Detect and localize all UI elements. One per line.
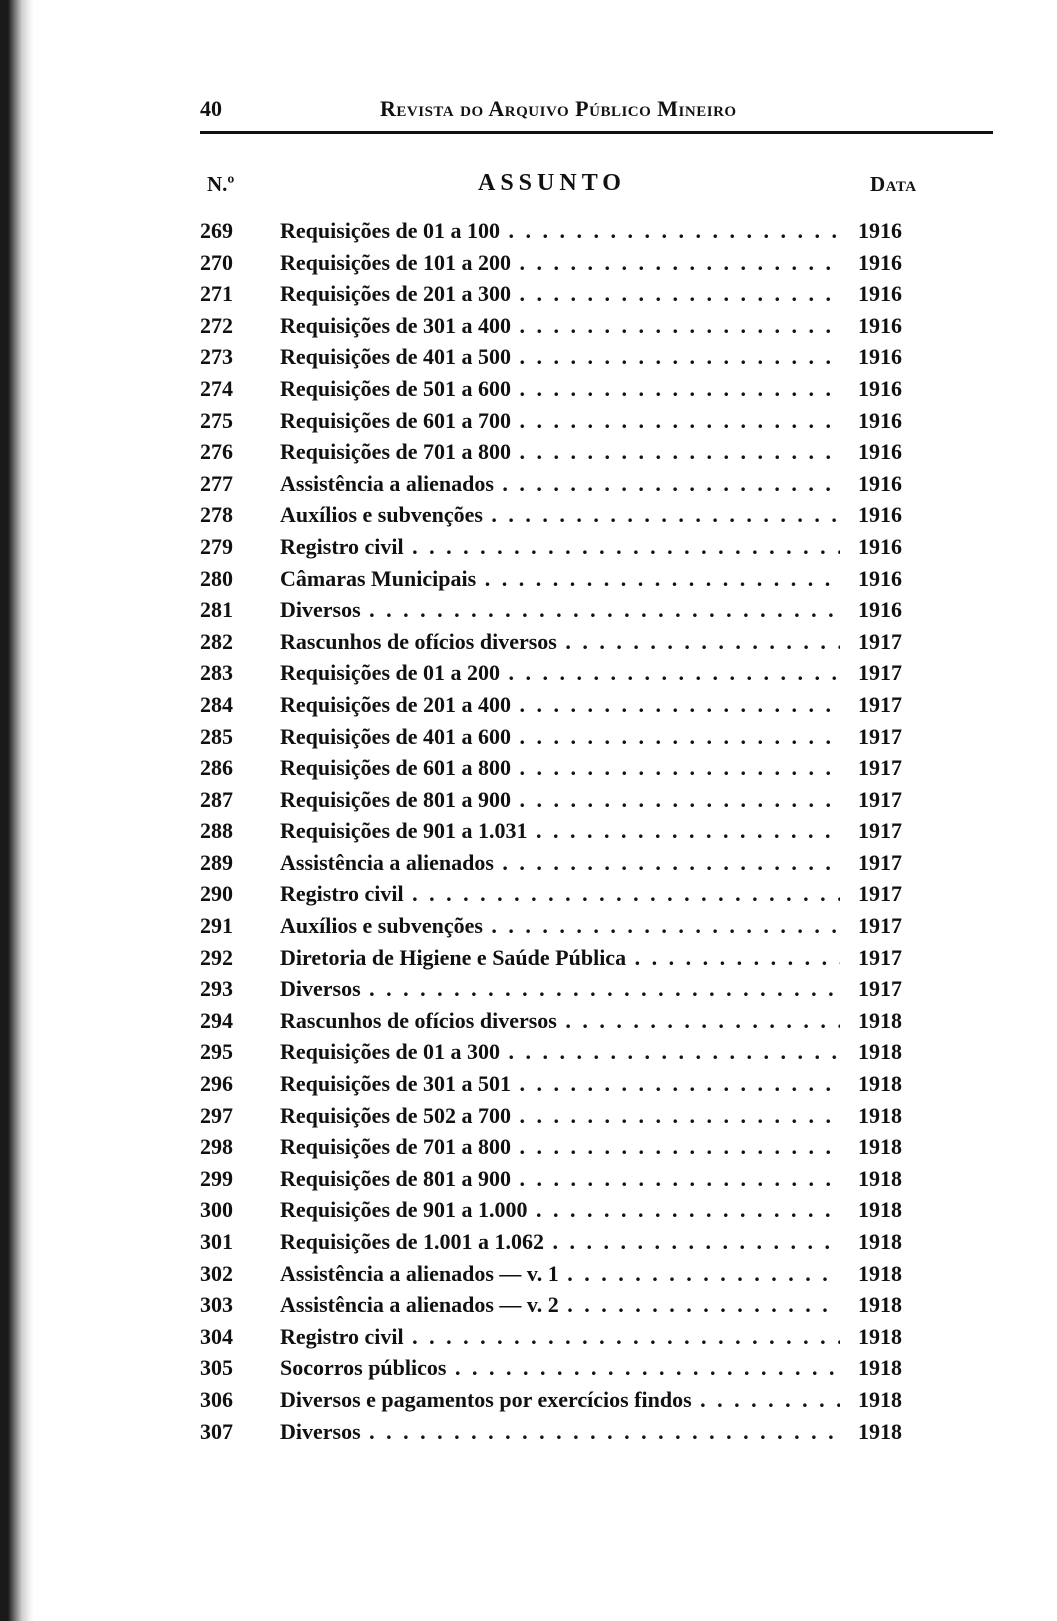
row-subject: Requisições de 502 a 700 . . . — [280, 1100, 840, 1132]
row-subject: Auxílios e subvenções . . . — [280, 910, 840, 942]
row-year: 1917 — [858, 723, 902, 749]
table-row — [200, 910, 940, 942]
row-subject: Assistência a alienados . . . — [280, 468, 840, 500]
row-number: 271 — [200, 281, 233, 307]
table-row — [200, 1416, 940, 1448]
row-subject: Requisições de 701 a 800 . . . — [280, 1131, 840, 1163]
row-subject: Requisições de 301 a 400 . . . — [280, 310, 840, 342]
row-year: 1916 — [858, 281, 902, 307]
row-year: 1916 — [858, 565, 902, 591]
row-number: 299 — [200, 1165, 233, 1191]
row-subject: Diversos . . . — [280, 594, 840, 626]
row-number: 306 — [200, 1386, 233, 1412]
row-year: 1917 — [858, 691, 902, 717]
page-number: 40 — [200, 96, 222, 121]
table-row — [200, 1321, 940, 1353]
table-row — [200, 1131, 940, 1163]
table-row — [200, 626, 940, 658]
row-number: 281 — [200, 597, 233, 623]
index-table — [200, 215, 940, 1447]
row-number: 278 — [200, 502, 233, 528]
row-subject: Assistência a alienados — v. 2 . . . — [280, 1289, 840, 1321]
row-subject: Requisições de 01 a 300 . . . — [280, 1036, 840, 1068]
row-year: 1918 — [858, 1323, 902, 1349]
row-subject: Requisições de 201 a 400 . . . — [280, 689, 840, 721]
column-header-number: N.º — [207, 172, 235, 196]
table-row — [200, 1163, 940, 1195]
row-subject: Rascunhos de ofícios diversos . . . — [280, 626, 840, 658]
page-binding-edge — [0, 0, 34, 1621]
row-number: 303 — [200, 1292, 233, 1318]
row-number: 283 — [200, 660, 233, 686]
row-subject: Requisições de 401 a 500 . . . — [280, 341, 840, 373]
table-row — [200, 1258, 940, 1290]
table-row — [200, 468, 940, 500]
row-subject: Registro civil . . . — [280, 878, 840, 910]
table-row — [200, 1289, 940, 1321]
row-year: 1917 — [858, 660, 902, 686]
row-subject: Câmaras Municipais . . . — [280, 563, 840, 595]
row-year: 1918 — [858, 1229, 902, 1254]
row-subject: Assistência a alienados — v. 1 . . . — [280, 1258, 840, 1290]
row-subject: Assistência a alienados . . . — [280, 847, 840, 879]
row-year: 1917 — [858, 881, 902, 907]
row-number: 287 — [200, 786, 233, 812]
table-row — [200, 278, 940, 310]
table-row — [200, 1384, 940, 1416]
row-number: 280 — [200, 565, 233, 591]
row-year: 1918 — [858, 1386, 902, 1412]
row-year: 1916 — [858, 407, 902, 433]
row-number: 297 — [200, 1102, 233, 1128]
table-row — [200, 1352, 940, 1384]
table-row — [200, 1226, 940, 1258]
table-row — [200, 405, 940, 437]
row-number: 298 — [200, 1134, 233, 1160]
row-year: 1916 — [858, 470, 902, 496]
row-number: 305 — [200, 1355, 233, 1381]
table-row — [200, 1194, 940, 1226]
header-rule — [200, 131, 993, 134]
row-number: 272 — [200, 312, 233, 338]
row-number: 296 — [200, 1071, 233, 1097]
row-subject: Requisições de 901 a 1.031 . . . — [280, 815, 840, 847]
row-number: 302 — [200, 1260, 233, 1286]
table-row — [200, 1036, 940, 1068]
row-number: 279 — [200, 533, 233, 559]
row-subject: Auxílios e subvenções . . . — [280, 499, 840, 531]
row-number: 293 — [200, 976, 233, 1002]
row-number: 289 — [200, 849, 233, 875]
row-subject: Requisições de 401 a 600 . . . — [280, 721, 840, 753]
table-row — [200, 815, 940, 847]
row-year: 1916 — [858, 218, 902, 243]
row-year: 1916 — [858, 249, 902, 275]
row-number: 285 — [200, 723, 233, 749]
row-number: 291 — [200, 913, 233, 939]
running-title: Revista do Arquivo Público Mineiro — [380, 96, 737, 121]
row-year: 1916 — [858, 312, 902, 338]
table-row — [200, 247, 940, 279]
row-year: 1916 — [858, 375, 902, 401]
table-row — [200, 436, 940, 468]
row-number: 275 — [200, 407, 233, 433]
row-year: 1916 — [858, 533, 902, 559]
row-number: 286 — [200, 755, 233, 781]
table-row — [200, 657, 940, 689]
table-row — [200, 973, 940, 1005]
table-row — [200, 1005, 940, 1037]
row-subject: Diretoria de Higiene e Saúde Pública . . . — [280, 942, 840, 974]
row-number: 277 — [200, 470, 233, 496]
row-subject: Diversos e pagamentos por exercícios findos . . . — [280, 1384, 840, 1416]
row-number: 295 — [200, 1039, 233, 1065]
table-row — [200, 689, 940, 721]
row-year: 1916 — [858, 344, 902, 370]
row-subject: Requisições de 801 a 900 . . . — [280, 784, 840, 816]
row-year: 1918 — [858, 1007, 902, 1033]
row-year: 1916 — [858, 597, 902, 623]
row-number: 273 — [200, 344, 233, 370]
row-subject: Requisições de 301 a 501 . . . — [280, 1068, 840, 1100]
row-year: 1918 — [858, 1260, 902, 1286]
row-number: 294 — [200, 1007, 233, 1033]
row-subject: Requisições de 901 a 1.000 . . . — [280, 1194, 840, 1226]
table-row — [200, 215, 940, 247]
row-number: 276 — [200, 439, 233, 465]
table-row — [200, 784, 940, 816]
row-year: 1918 — [858, 1292, 902, 1318]
table-row — [200, 499, 940, 531]
row-subject: Socorros públicos . . . — [280, 1352, 840, 1384]
table-row — [200, 594, 940, 626]
row-year: 1917 — [858, 944, 902, 970]
row-year: 1917 — [858, 755, 902, 781]
table-row — [200, 1068, 940, 1100]
row-subject: Requisições de 01 a 200 . . . — [280, 657, 840, 689]
row-subject: Requisições de 701 a 800 . . . — [280, 436, 840, 468]
row-subject: Registro civil . . . — [280, 1321, 840, 1353]
table-row — [200, 752, 940, 784]
table-row — [200, 1100, 940, 1132]
row-number: 274 — [200, 375, 233, 401]
row-subject: Requisições de 201 a 300 . . . — [280, 278, 840, 310]
table-row — [200, 563, 940, 595]
row-year: 1918 — [858, 1134, 902, 1160]
row-number: 284 — [200, 691, 233, 717]
row-number: 282 — [200, 628, 233, 654]
column-header-date: Data — [870, 172, 917, 196]
row-number: 304 — [200, 1323, 233, 1349]
row-number: 307 — [200, 1418, 233, 1444]
row-subject: Requisições de 101 a 200 . . . — [280, 247, 840, 279]
row-year: 1918 — [858, 1071, 902, 1097]
row-subject: Diversos . . . — [280, 1416, 840, 1448]
row-number: 269 — [200, 218, 233, 243]
table-row — [200, 847, 940, 879]
row-year: 1917 — [858, 628, 902, 654]
row-subject: Registro civil . . . — [280, 531, 840, 563]
row-year: 1917 — [858, 849, 902, 875]
table-row — [200, 373, 940, 405]
row-year: 1918 — [858, 1418, 902, 1444]
row-year: 1917 — [858, 818, 902, 844]
table-row — [200, 878, 940, 910]
row-subject: Requisições de 601 a 800 . . . — [280, 752, 840, 784]
row-number: 300 — [200, 1197, 233, 1223]
table-row — [200, 942, 940, 974]
row-year: 1918 — [858, 1039, 902, 1065]
row-subject: Rascunhos de ofícios diversos . . . — [280, 1005, 840, 1037]
row-number: 292 — [200, 944, 233, 970]
table-row — [200, 341, 940, 373]
row-subject: Requisições de 601 a 700 . . . — [280, 405, 840, 437]
table-row — [200, 531, 940, 563]
row-year: 1917 — [858, 786, 902, 812]
column-header-subject: ASSUNTO — [478, 170, 626, 196]
row-year: 1917 — [858, 976, 902, 1002]
row-year: 1917 — [858, 913, 902, 939]
table-row — [200, 310, 940, 342]
row-year: 1918 — [858, 1165, 902, 1191]
row-number: 270 — [200, 249, 233, 275]
page-header — [200, 96, 993, 132]
row-year: 1918 — [858, 1355, 902, 1381]
row-number: 290 — [200, 881, 233, 907]
row-year: 1916 — [858, 439, 902, 465]
row-year: 1918 — [858, 1197, 902, 1223]
row-subject: Requisições de 1.001 a 1.062 . . . — [280, 1226, 840, 1258]
row-subject: Requisições de 801 a 900 . . . — [280, 1163, 840, 1195]
row-year: 1916 — [858, 502, 902, 528]
row-number: 301 — [200, 1229, 233, 1254]
row-year: 1918 — [858, 1102, 902, 1128]
table-row — [200, 721, 940, 753]
row-subject: Requisições de 01 a 100 . . . — [280, 215, 840, 247]
row-subject: Requisições de 501 a 600 . . . — [280, 373, 840, 405]
row-subject: Diversos . . . — [280, 973, 840, 1005]
row-number: 288 — [200, 818, 233, 844]
